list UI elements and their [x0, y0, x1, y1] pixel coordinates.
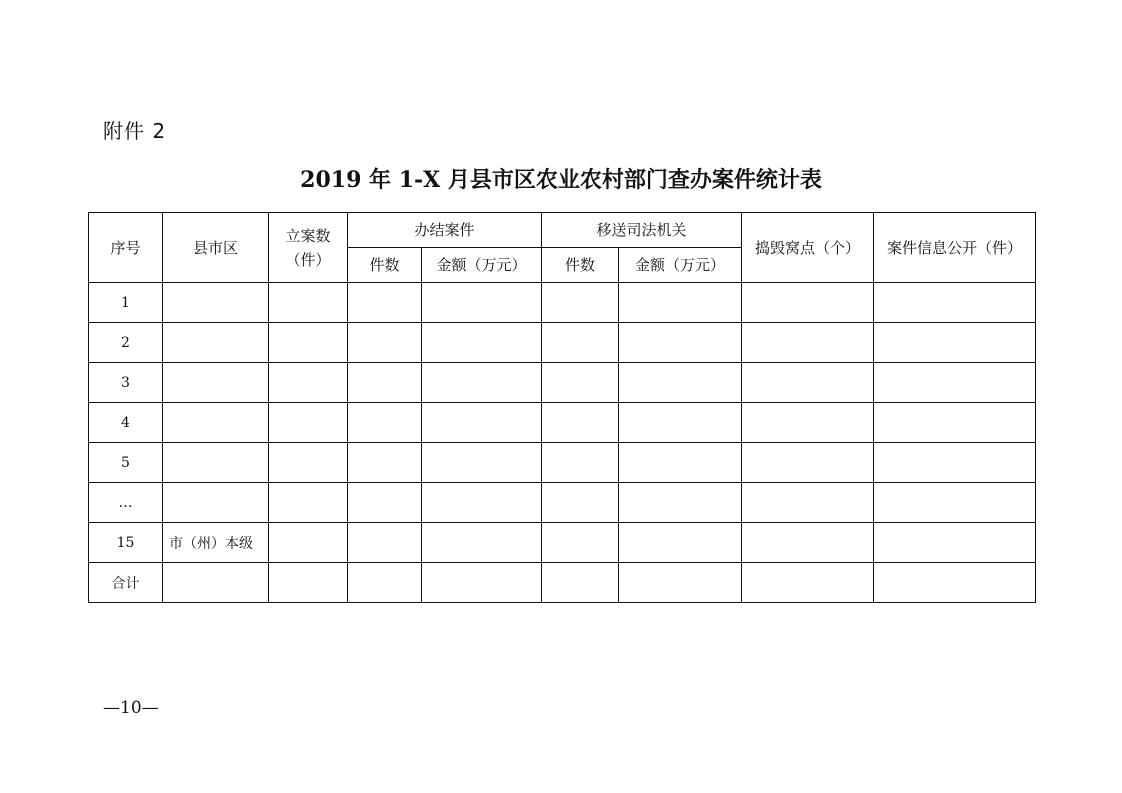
statistics-table	[88, 212, 1036, 603]
row-county[interactable]	[163, 283, 269, 323]
row-dens-cell[interactable]	[742, 363, 874, 403]
row-info-cell[interactable]	[874, 283, 1036, 323]
row-county[interactable]	[163, 403, 269, 443]
row-dens-cell[interactable]	[742, 483, 874, 523]
row-filed-cell[interactable]	[269, 363, 348, 403]
row-closed-count-cell[interactable]	[348, 403, 422, 443]
row-transfer-count-cell[interactable]	[542, 563, 619, 603]
row-transfer-amount-cell[interactable]	[619, 283, 742, 323]
row-county[interactable]	[163, 443, 269, 483]
row-index: 2	[89, 323, 163, 363]
row-closed-count-cell[interactable]	[348, 323, 422, 363]
table-row	[89, 323, 1036, 363]
row-transfer-amount-cell[interactable]	[619, 403, 742, 443]
row-info-cell[interactable]	[874, 323, 1036, 363]
document-title: 2019 年 1-X 月县市区农业农村部门查办案件统计表	[300, 167, 822, 193]
row-index: 4	[89, 403, 163, 443]
row-transfer-amount-cell[interactable]	[619, 483, 742, 523]
row-transfer-count-cell[interactable]	[542, 323, 619, 363]
row-filed-cell[interactable]	[269, 483, 348, 523]
header-index: 序号	[89, 213, 163, 283]
row-filed-cell[interactable]	[269, 563, 348, 603]
row-transfer-amount-cell[interactable]	[619, 363, 742, 403]
row-transfer-count-cell[interactable]	[542, 523, 619, 563]
row-info-cell[interactable]	[874, 563, 1036, 603]
row-county[interactable]	[163, 323, 269, 363]
row-transfer-amount-cell[interactable]	[619, 443, 742, 483]
row-index: 5	[89, 443, 163, 483]
header-county: 县市区	[163, 213, 269, 283]
row-filed-cell[interactable]	[269, 443, 348, 483]
row-dens-cell[interactable]	[742, 403, 874, 443]
row-transfer-count-cell[interactable]	[542, 363, 619, 403]
row-closed-amount-cell[interactable]	[422, 363, 542, 403]
row-dens-cell[interactable]	[742, 283, 874, 323]
row-transfer-amount-cell[interactable]	[619, 323, 742, 363]
row-closed-count-cell[interactable]	[348, 563, 422, 603]
row-closed-count-cell[interactable]	[348, 443, 422, 483]
table-row	[89, 443, 1036, 483]
row-closed-count-cell[interactable]	[348, 363, 422, 403]
header-filed-line2: （件）	[285, 250, 331, 269]
row-closed-count-cell[interactable]	[348, 523, 422, 563]
row-closed-amount-cell[interactable]	[422, 443, 542, 483]
header-filed	[269, 213, 348, 283]
row-info-cell[interactable]	[874, 523, 1036, 563]
row-closed-count-cell[interactable]	[348, 483, 422, 523]
header-info-disclosed: 案件信息公开（件）	[874, 213, 1036, 283]
table-row	[89, 483, 1036, 523]
row-filed-cell[interactable]	[269, 403, 348, 443]
row-transfer-count-cell[interactable]	[542, 283, 619, 323]
row-dens-cell[interactable]	[742, 443, 874, 483]
row-transfer-amount-cell[interactable]	[619, 563, 742, 603]
row-transfer-count-cell[interactable]	[542, 443, 619, 483]
row-transfer-count-cell[interactable]	[542, 403, 619, 443]
header-closed-count: 件数	[348, 248, 422, 283]
row-index: …	[89, 483, 163, 523]
row-closed-amount-cell[interactable]	[422, 483, 542, 523]
table-header-row-1	[89, 213, 1036, 248]
table-row	[89, 403, 1036, 443]
row-closed-amount-cell[interactable]	[422, 323, 542, 363]
row-closed-amount-cell[interactable]	[422, 563, 542, 603]
row-dens-cell[interactable]	[742, 323, 874, 363]
row-county[interactable]	[163, 563, 269, 603]
row-dens-cell[interactable]	[742, 563, 874, 603]
row-index: 合计	[89, 563, 163, 603]
row-county[interactable]	[163, 363, 269, 403]
row-transfer-count-cell[interactable]	[542, 483, 619, 523]
row-index: 15	[89, 523, 163, 563]
header-closed-group: 办结案件	[348, 213, 542, 248]
row-index: 1	[89, 283, 163, 323]
row-closed-amount-cell[interactable]	[422, 403, 542, 443]
row-filed-cell[interactable]	[269, 523, 348, 563]
row-index: 3	[89, 363, 163, 403]
table-row	[89, 363, 1036, 403]
header-dens-destroyed: 捣毁窝点（个）	[742, 213, 874, 283]
row-info-cell[interactable]	[874, 403, 1036, 443]
row-transfer-amount-cell[interactable]	[619, 523, 742, 563]
row-closed-count-cell[interactable]	[348, 283, 422, 323]
row-info-cell[interactable]	[874, 443, 1036, 483]
header-filed-line1: 立案数	[285, 226, 331, 245]
header-closed-amount: 金额（万元）	[422, 248, 542, 283]
row-county[interactable]: 市（州）本级	[163, 523, 269, 563]
row-closed-amount-cell[interactable]	[422, 283, 542, 323]
table-row	[89, 523, 1036, 563]
header-transfer-amount: 金额（万元）	[619, 248, 742, 283]
header-transfer-count: 件数	[542, 248, 619, 283]
row-county[interactable]	[163, 483, 269, 523]
page-number: —10—	[103, 698, 159, 718]
row-info-cell[interactable]	[874, 483, 1036, 523]
table-row-total	[89, 563, 1036, 603]
row-dens-cell[interactable]	[742, 523, 874, 563]
header-transfer-group: 移送司法机关	[542, 213, 742, 248]
table-row	[89, 283, 1036, 323]
row-filed-cell[interactable]	[269, 283, 348, 323]
attachment-label: 附件 2	[103, 119, 167, 143]
row-info-cell[interactable]	[874, 363, 1036, 403]
row-filed-cell[interactable]	[269, 323, 348, 363]
row-closed-amount-cell[interactable]	[422, 523, 542, 563]
